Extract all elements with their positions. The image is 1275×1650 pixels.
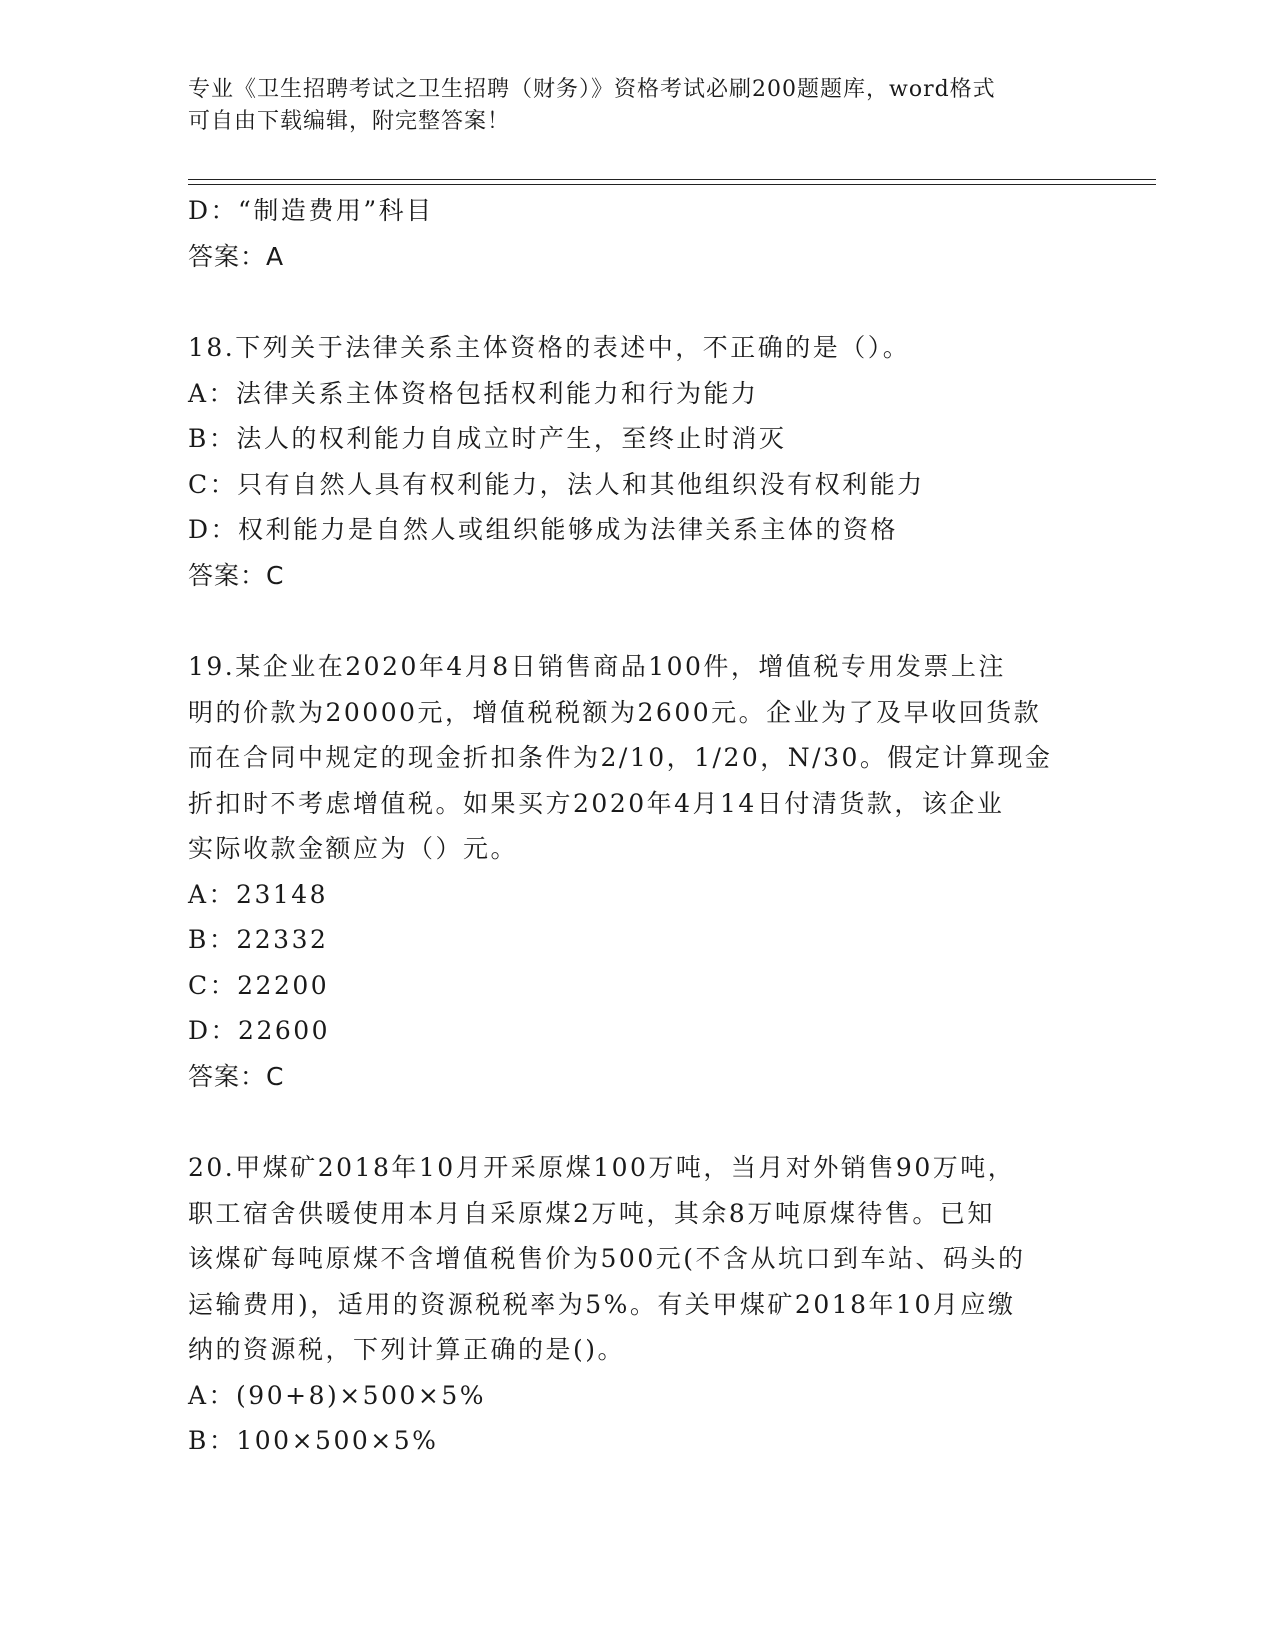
header-divider-bottom: [188, 184, 1156, 185]
question-stem-line: 明的价款为20000元，增值税税额为2600元。企业为了及早收回货款: [188, 697, 1042, 727]
option-d: D：权利能力是自然人或组织能够成为法律关系主体的资格: [188, 515, 899, 544]
answer: 答案：A: [188, 241, 285, 271]
option-d: D：22600: [188, 1016, 331, 1045]
question-stem-line: 运输费用)，适用的资源税税率为5%。有关甲煤矿2018年10月应缴: [188, 1289, 1016, 1319]
option-c: C：只有自然人具有权利能力，法人和其他组织没有权利能力: [188, 469, 925, 499]
question-20: [188, 1145, 1088, 1464]
answer: 答案：C: [188, 1061, 285, 1091]
spacer: [188, 598, 1088, 644]
answer: 答案：C: [188, 560, 285, 590]
option-a: A：法律关系主体资格包括权利能力和行为能力: [188, 378, 759, 408]
question-19: [188, 644, 1088, 1099]
option-c: C：22200: [188, 970, 330, 1000]
header-line-1: 专业《卫生招聘考试之卫生招聘（财务）》资格考试必刷200题题库，word格式: [188, 77, 996, 102]
question-stem-line: 折扣时不考虑增值税。如果买方2020年4月14日付清货款，该企业: [188, 788, 1005, 818]
document-body: [188, 188, 1088, 1464]
option-b: B：法人的权利能力自成立时产生，至终止时消灭: [188, 424, 787, 453]
question-stem-line: 20.甲煤矿2018年10月开采原煤100万吨，当月对外销售90万吨，: [188, 1153, 1016, 1182]
option-b: B：22332: [188, 925, 329, 954]
question-stem-line: 19.某企业在2020年4月8日销售商品100件，增值税专用发票上注: [188, 652, 1006, 681]
document-header: [188, 74, 1068, 138]
option-a: A：(90+8)×500×5%: [188, 1380, 486, 1410]
option-b: B：100×500×5%: [188, 1426, 439, 1455]
question-stem: 18.下列关于法律关系主体资格的表述中，不正确的是（）。: [188, 333, 911, 362]
spacer: [188, 279, 1088, 325]
question-stem-line: 而在合同中规定的现金折扣条件为2/10，1/20，N/30。假定计算现金: [188, 743, 1053, 772]
question-stem-line: 纳的资源税，下列计算正确的是()。: [188, 1335, 626, 1364]
option-d: D：“制造费用”科目: [188, 196, 434, 225]
question-stem-line: 该煤矿每吨原煤不含增值税售价为500元(不含从坑口到车站、码头的: [188, 1244, 1026, 1273]
header-divider-top: [188, 179, 1156, 180]
spacer: [188, 1099, 1088, 1145]
option-a: A：23148: [188, 879, 329, 909]
question-18: [188, 325, 1088, 598]
question-stem-line: 实际收款金额应为（）元。: [188, 834, 519, 863]
header-line-2: 可自由下载编辑，附完整答案！: [188, 109, 511, 134]
question-stem-line: 职工宿舍供暖使用本月自采原煤2万吨，其余8万吨原煤待售。已知: [188, 1198, 995, 1228]
